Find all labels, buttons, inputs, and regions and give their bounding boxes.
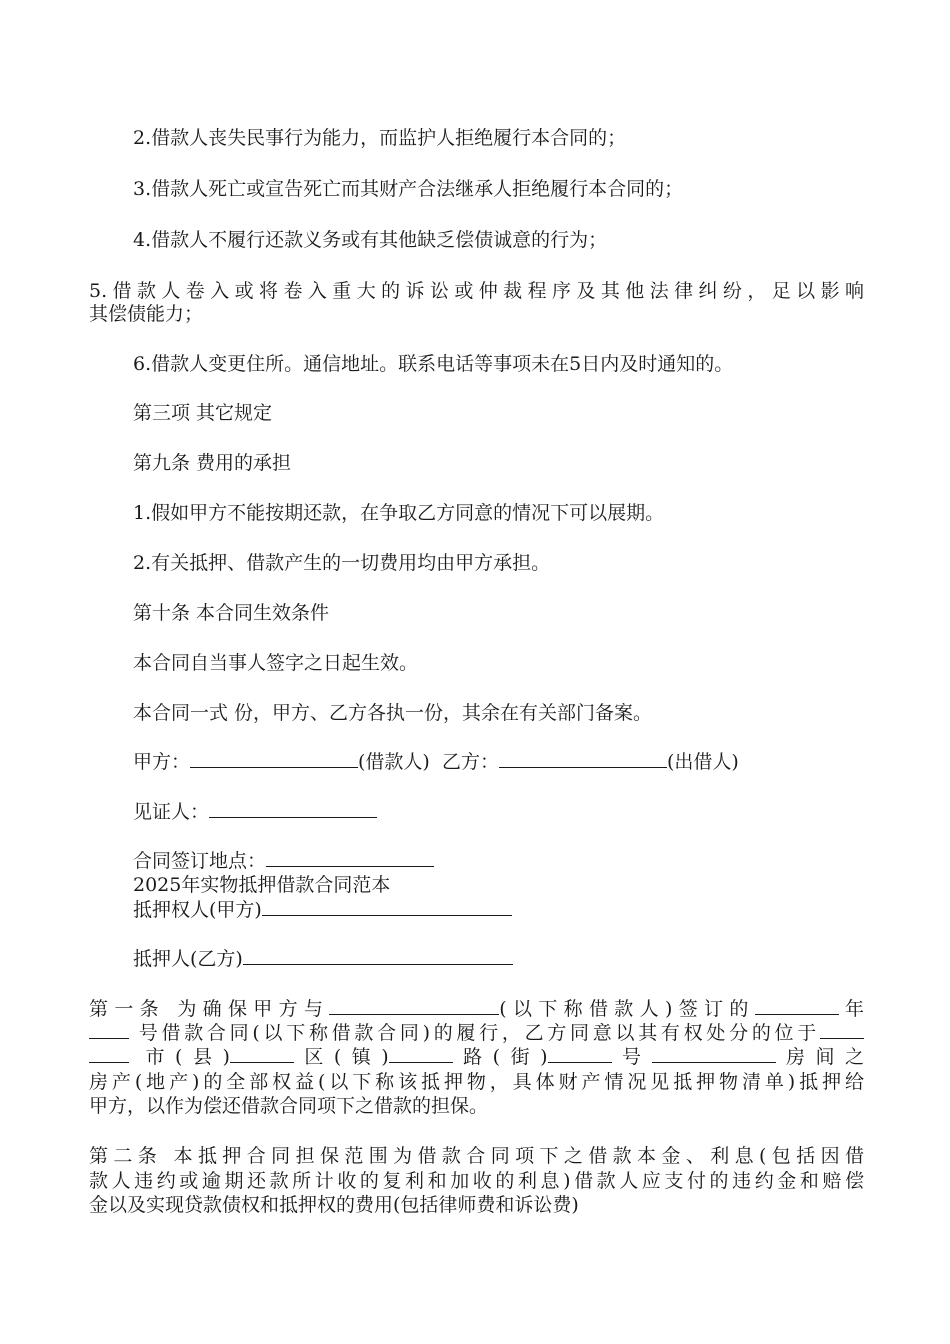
item-3: 3.借款人死亡或宣告死亡而其财产合法继承人拒绝履行本合同的；	[133, 178, 684, 200]
party-a-label: 甲方：	[133, 751, 191, 773]
party-b-role: (出借人)	[666, 751, 739, 773]
year-blank	[755, 997, 839, 1015]
article-2-line-2: 款人违约或逾期还款所计收的复利和加收的利息)借款人应支付的违约金和赔偿	[89, 1170, 864, 1192]
signing-place-blank	[266, 849, 434, 867]
item-4: 4.借款人不履行还款义务或有其他缺乏偿债诚意的行为；	[133, 229, 608, 251]
article-2-line-1: 第二条 本抵押合同担保范围为借款合同项下之借款本金、利息(包括因借	[89, 1145, 864, 1167]
witness-label: 见证人：	[133, 801, 210, 823]
mortgagee-blank	[262, 898, 512, 916]
party-a-blank	[190, 750, 358, 768]
location-blank-a	[820, 1021, 864, 1039]
district-blank	[230, 1045, 294, 1063]
room-blank	[652, 1045, 776, 1063]
witness-blank	[209, 800, 377, 818]
section-3-heading: 第三项 其它规定	[133, 402, 273, 424]
mortgagor-blank	[243, 947, 513, 965]
mortgagee-label: 抵押权人(甲方)	[133, 899, 262, 921]
second-doc-title: 2025年实物抵押借款合同范本	[133, 874, 391, 896]
item-6: 6.借款人变更住所。通信地址。联系电话等事项未在5日内及时通知的。	[133, 353, 734, 375]
witness-line	[133, 800, 377, 825]
article-1-line-5: 甲方，以作为偿还借款合同项下之借款的担保。	[89, 1095, 489, 1117]
signature-parties	[133, 750, 739, 775]
signing-place-line	[133, 849, 434, 874]
article-9-clause-1: 1.假如甲方不能按期还款，在争取乙方同意的情况下可以展期。	[133, 502, 665, 524]
item-2: 2.借款人丧失民事行为能力，而监护人拒绝履行本合同的；	[133, 127, 627, 149]
item-5-line-1: 5.借款人卷入或将卷入重大的诉讼或仲裁程序及其他法律纠纷，足以影响	[89, 280, 864, 302]
contract-no-blank	[89, 1021, 129, 1039]
mortgagor-label: 抵押人(乙方)	[133, 948, 243, 970]
signing-place-label: 合同签订地点：	[133, 850, 267, 872]
article-1-line-1: 第一条 为确保甲方与 (以下称借款人)签订的 年	[89, 998, 864, 1020]
location-blank-b	[89, 1045, 129, 1063]
article-2-line-3: 金以及实现贷款债权和抵押权的费用(包括律师费和诉讼费)	[89, 1194, 579, 1216]
article-9-heading: 第九条 费用的承担	[133, 452, 292, 474]
borrower-blank	[329, 997, 499, 1015]
mortgagee-line	[133, 898, 512, 923]
item-5-line-2: 其偿债能力；	[89, 303, 204, 325]
article-1-line-2: 号借款合同(以下称借款合同)的履行，乙方同意以其有权处分的位于	[89, 1021, 864, 1046]
article-10-para-1: 本合同自当事人签字之日起生效。	[133, 652, 419, 674]
road-blank	[389, 1045, 453, 1063]
party-b-blank	[499, 750, 667, 768]
mortgagor-line	[133, 947, 513, 972]
article-1-line-4: 房产(地产)的全部权益(以下称该抵押物，具体财产情况见抵押物清单)抵押给	[89, 1071, 864, 1093]
article-1-line-3: 市(县) 区(镇) 路(街) 号 房间之	[89, 1045, 864, 1070]
article-10-heading: 第十条 本合同生效条件	[133, 602, 330, 624]
party-a-role: (借款人)	[358, 751, 430, 773]
article-9-clause-2: 2.有关抵押、借款产生的一切费用均由甲方承担。	[133, 552, 551, 574]
article-10-para-2: 本合同一式 份，甲方、乙方各执一份，其余在有关部门备案。	[133, 702, 653, 724]
number-blank	[548, 1045, 612, 1063]
party-b-label: 乙方：	[441, 751, 499, 773]
